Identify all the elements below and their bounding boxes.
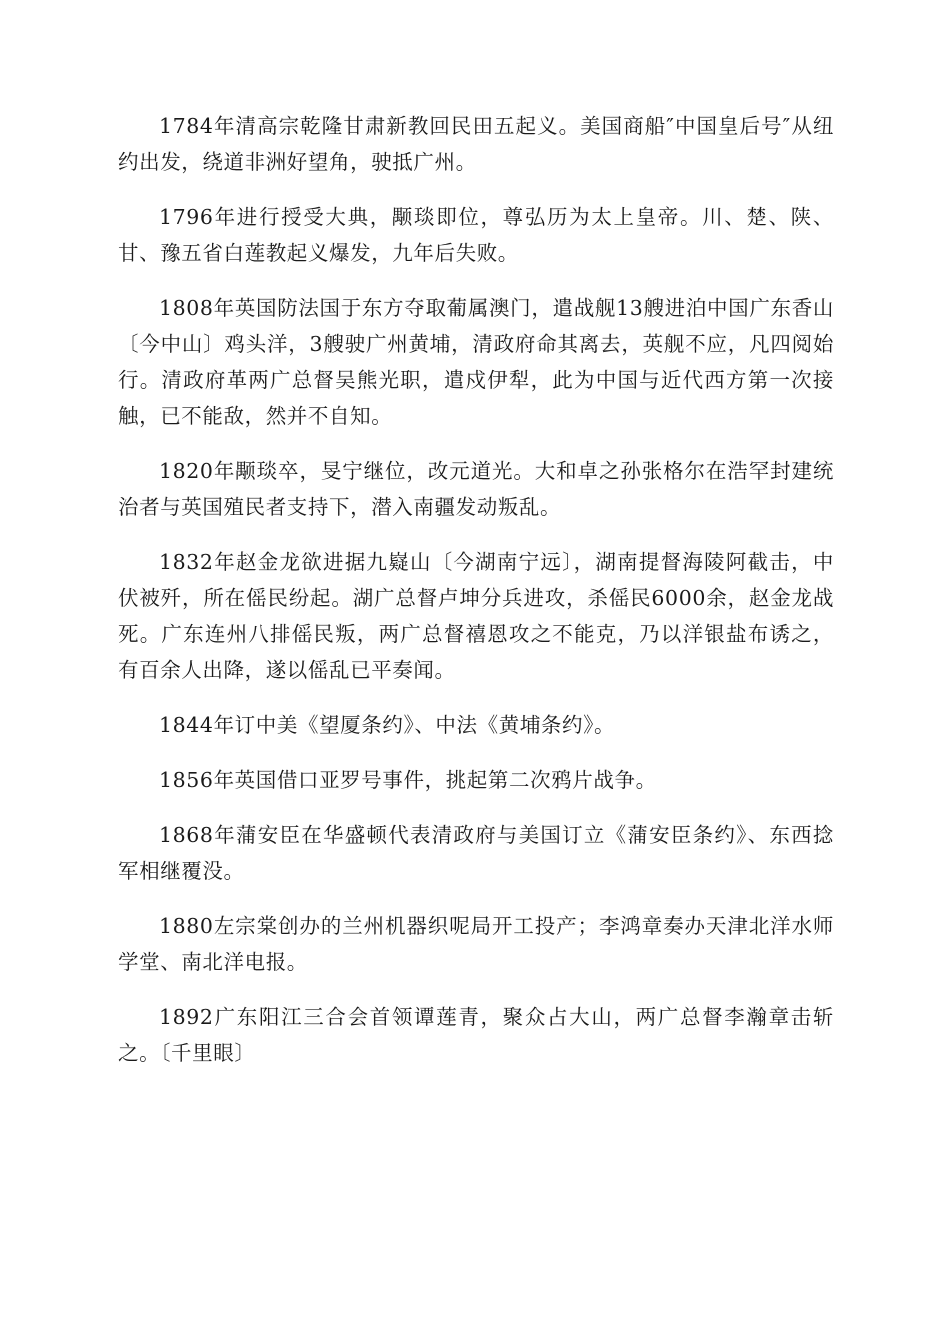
paragraph-1832: 1832年赵金龙欲进据九嶷山〔今湖南宁远〕，湖南提督海陵阿截击，中伏被歼，所在傜民纷起。湖广总督卢坤分兵进攻，杀傜民6000余，赵金龙战死。广东连州八排傜民叛，两广总督禧恩攻之不能克，乃以洋银盐布诱之，有百余人出降，遂以傜乱已平奏闻。 bbox=[118, 550, 834, 682]
document-body bbox=[118, 108, 834, 1090]
paragraph-1844: 1844年订中美《望厦条约》、中法《黄埔条约》。 bbox=[159, 713, 616, 737]
paragraph-1820: 1820年颙琰卒，旻宁继位，改元道光。大和卓之孙张格尔在浩罕封建统治者与英国殖民者支持下，潜入南疆发动叛乱。 bbox=[118, 459, 834, 519]
paragraph-1808: 1808年英国防法国于东方夺取葡属澳门，遣战舰13艘进泊中国广东香山〔今中山〕鸡头洋，3艘驶广州黄埔，清政府命其离去，英舰不应，凡四阅始行。清政府革两广总督吴熊光职，遣戍伊犁，此为中国与近代西方第一次接触，已不能敌，然并不自知。 bbox=[118, 296, 834, 428]
paragraph-1784: 1784年清高宗乾隆甘肃新教回民田五起义。美国商船″中国皇后号″从纽约出发，绕道非洲好望角，驶抵广州。 bbox=[118, 114, 834, 174]
paragraph-1796: 1796年进行授受大典，颙琰即位，尊弘历为太上皇帝。川、楚、陕、甘、豫五省白莲教起义爆发，九年后失败。 bbox=[118, 205, 834, 265]
paragraph-1868: 1868年蒲安臣在华盛顿代表清政府与美国订立《蒲安臣条约》、东西捻军相继覆没。 bbox=[118, 823, 834, 883]
paragraph-1880: 1880左宗棠创办的兰州机器织呢局开工投产；李鸿章奏办天津北洋水师学堂、南北洋电报。 bbox=[118, 914, 834, 974]
paragraph-1856: 1856年英国借口亚罗号事件，挑起第二次鸦片战争。 bbox=[159, 768, 657, 792]
paragraph-1892: 1892广东阳江三合会首领谭莲青，聚众占大山，两广总督李瀚章击斩之。〔千里眼〕 bbox=[118, 1005, 834, 1065]
